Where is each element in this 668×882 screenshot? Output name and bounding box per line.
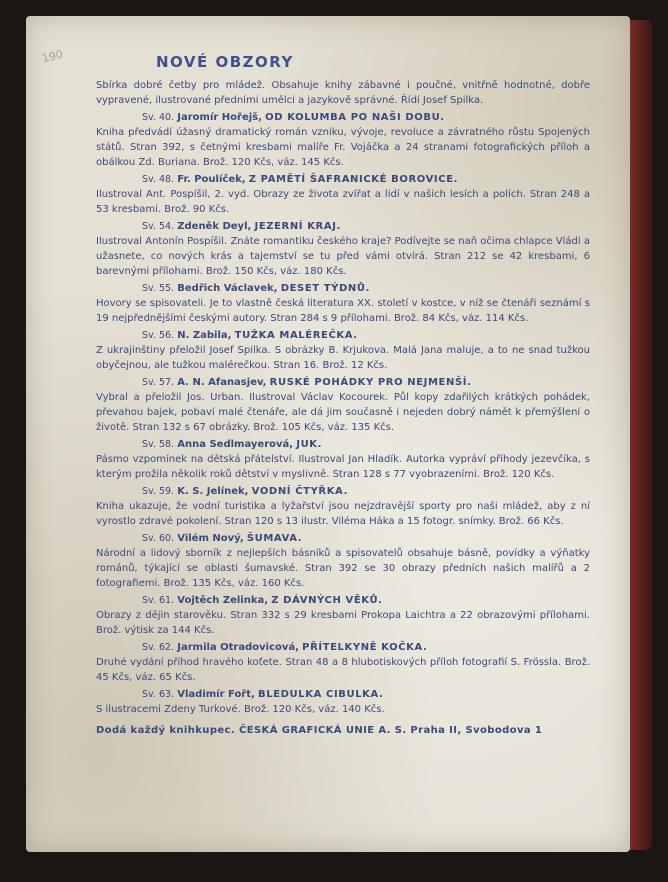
book-heading — [96, 328, 590, 343]
book-heading — [96, 375, 590, 390]
book-title: VODNÍ ČTYŘKA. — [251, 486, 348, 497]
book-heading — [96, 172, 590, 187]
book-heading — [96, 219, 590, 234]
book-entry — [96, 593, 590, 638]
catalog-text — [96, 55, 590, 738]
book-author: Anna Sedlmayerová, — [177, 439, 294, 450]
pencil-mark: 190 — [40, 47, 65, 66]
book-heading — [96, 640, 590, 655]
book-description: Hovory se spisovateli. Je to vlastně česká literatura XX. století v kostce, v níž se čtenáři seznámí s 19 nejpřednějšími českými autory. Stran 284 s 9 přílohami. Brož. 84 Kčs, váz. 114 Kčs. — [96, 298, 590, 324]
book-entry — [96, 219, 590, 279]
book-description: Druhé vydání příhod hravého koťete. Stran 48 a 8 hlubotiskových příloh fotografií S. Frössla. Brož. 45 Kčs, váz. 65 Kčs. — [96, 657, 590, 683]
volume-number: Sv. 60. — [142, 533, 175, 544]
book-entry — [96, 531, 590, 591]
volume-number: Sv. 58. — [142, 439, 175, 450]
book-author: A. N. Afanasjev, — [177, 377, 267, 388]
book-heading — [96, 593, 590, 608]
book-list — [96, 110, 590, 717]
book-title: Z DÁVNÝCH VĚKŮ. — [271, 595, 383, 606]
book-author: Vilém Nový, — [177, 533, 244, 544]
volume-number: Sv. 59. — [142, 486, 175, 497]
book-entry — [96, 484, 590, 529]
book-heading — [96, 281, 590, 296]
book-description: Kniha ukazuje, že vodní turistika a lyžařství jsou nejzdravější sporty pro naši mládež, aby z ní vyrostlo zdravé pokolení. Stran 120 s 13 ilustr. Viléma Háka a 15 fotogr. snímky. Brož. 66 Kčs. — [96, 501, 590, 527]
book-description: Obrazy z dějin starověku. Stran 332 s 29 kresbami Prokopa Laichtra a 22 obrazovými přílohami. Brož. výtisk za 144 Kčs. — [96, 610, 590, 636]
book-title: DESET TÝDNŮ. — [280, 283, 371, 294]
book-author: Fr. Poulíček, — [177, 174, 246, 185]
book-entry — [96, 437, 590, 482]
book-entry — [96, 687, 590, 717]
book-heading — [96, 484, 590, 499]
volume-number: Sv. 63. — [142, 689, 175, 700]
series-intro: Sbírka dobré četby pro mládež. Obsahuje knihy zábavné i poučné, vnitřně hodnotné, dobře vypravené, ilustrované předními umělci a jazykově správné. Řídí Josef Spilka. — [96, 80, 590, 106]
book-author: Vladimír Fořt, — [177, 689, 255, 700]
book-entry — [96, 640, 590, 685]
book-title: JEZERNÍ KRAJ. — [254, 221, 341, 232]
book-title: JUK. — [296, 439, 323, 450]
volume-number: Sv. 54. — [142, 221, 175, 232]
book-title: RUSKÉ POHÁDKY PRO NEJMENŠÍ. — [269, 377, 472, 388]
book-description: Národní a lidový sborník z nejlepších básníků a spisovatelů obsahuje básně, povídky a výňatky románů, týkající se oblasti šumavské. Stran 392 se 30 obrazy předních našich malířů a 2 fotografiemi. Brož. 135 Kčs, váz. 160 Kčs. — [96, 548, 590, 589]
book-entry — [96, 375, 590, 435]
volume-number: Sv. 48. — [142, 174, 175, 185]
book-description: Z ukrajinštiny přeložil Josef Spilka. S obrázky B. Krjukova. Malá Jana maluje, a to ne snad tužkou obyčejnou, ale tužkou malérečkou. Stran 16. Brož. 12 Kčs. — [96, 345, 590, 371]
volume-number: Sv. 62. — [142, 642, 175, 653]
book-heading — [96, 687, 590, 702]
book-author: Bedřich Václavek, — [177, 283, 278, 294]
book-title: BLEDULKA CIBULKA. — [258, 689, 384, 700]
volume-number: Sv. 56. — [142, 330, 175, 341]
book-entry — [96, 281, 590, 326]
series-title: NOVÉ OBZORY — [156, 53, 294, 71]
book-author: Jaromír Hořejš, — [177, 112, 262, 123]
volume-number: Sv. 40. — [142, 112, 175, 123]
book-entry — [96, 110, 590, 170]
book-description: Pásmo vzpomínek na dětská přátelství. Ilustroval Jan Hladík. Autorka vypráví příhody jezevčíka, s kterým prožila několik roků dětství v myslivně. Stran 128 s 77 vyobrazeními. Brož. 120 Kčs. — [96, 454, 590, 480]
book-entry — [96, 172, 590, 217]
book-title: PŘÍTELKYNĚ KOČKA. — [302, 642, 428, 653]
book-entry — [96, 328, 590, 373]
book-heading — [96, 110, 590, 125]
book-author: K. S. Jelínek, — [177, 486, 249, 497]
book-title: Z PAMĚTÍ ŠAFRANICKÉ BOROVICE. — [248, 174, 459, 185]
book-title: ŠUMAVA. — [246, 533, 303, 544]
book-author: Vojtěch Zelinka, — [177, 595, 269, 606]
publisher-footer: Dodá každý knihkupec. ČESKÁ GRAFICKÁ UNIE A. S. Praha II, Svobodova 1 — [96, 725, 543, 736]
book-heading — [96, 531, 590, 546]
book-description: S ilustracemi Zdeny Turkové. Brož. 120 Kčs, váz. 140 Kčs. — [96, 704, 385, 715]
volume-number: Sv. 61. — [142, 595, 175, 606]
book-description: Ilustroval Antonín Pospíšil. Znáte romantiku českého kraje? Podívejte se naň očima chlapce Vládi a užasnete, co nových krás a tajemství se tu před vámi otvírá. Stran 212 se 42 kresbami, 6 barevnými přílohami. Brož. 150 Kčs, váz. 180 Kčs. — [96, 236, 590, 277]
volume-number: Sv. 57. — [142, 377, 175, 388]
book-heading — [96, 437, 590, 452]
book-description: Ilustroval Ant. Pospíšil, 2. vyd. Obrazy ze života zvířat a lidí v našich lesích a polích. Stran 248 a 53 kresbami. Brož. 90 Kčs. — [96, 189, 590, 215]
book-author: N. Zabila, — [177, 330, 232, 341]
volume-number: Sv. 55. — [142, 283, 175, 294]
book-title: TUŽKA MALÉREČKA. — [234, 330, 358, 341]
book-title: OD KOLUMBA PO NAŠI DOBU. — [265, 112, 445, 123]
book-author: Zdeněk Deyl, — [177, 221, 252, 232]
book-description: Kniha předvádí úžasný dramatický román vzniku, vývoje, revoluce a závratného růstu Spojených států. Stran 392, s četnými kresbami malíře Fr. Vojáčka a 24 stranami fotografických příloh a obálkou Zd. Buriana. Brož. 120 Kčs, váz. 145 Kčs. — [96, 127, 590, 168]
book-author: Jarmila Otradovicová, — [177, 642, 299, 653]
book-description: Vybral a přeložil Jos. Urban. Ilustroval Václav Kocourek. Půl kopy zdařilých krátkých pohádek, převahou bajek, pobaví malé čtenáře, ale dá jim současně i nejeden dobrý námět k přemýšlení o životě. Stran 132 s 67 obrázky. Brož. 105 Kčs, váz. 135 Kčs. — [96, 392, 590, 433]
